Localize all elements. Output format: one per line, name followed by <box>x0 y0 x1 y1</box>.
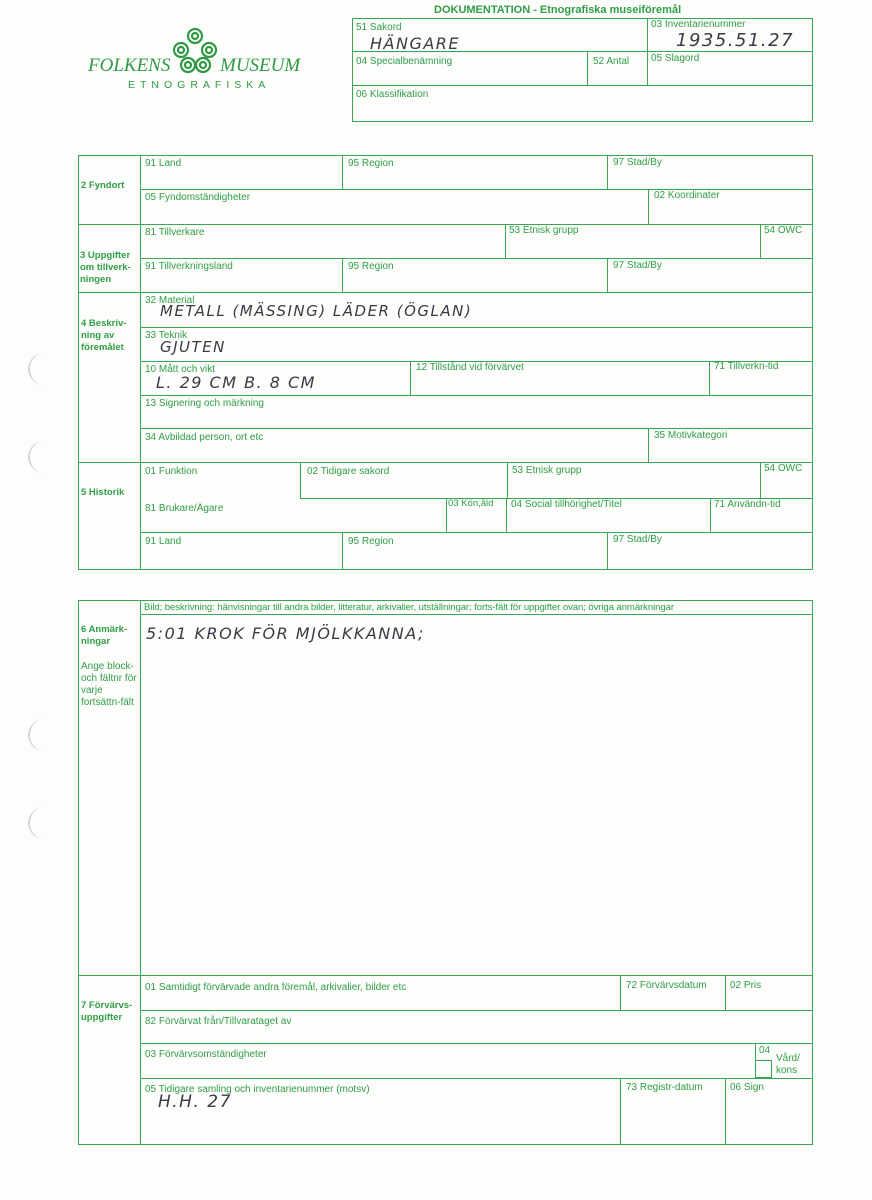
s7-f02: 02 Pris <box>730 980 762 991</box>
s7-f01: 01 Samtidigt förvärvade andra föremål, arkivalier, bilder etc <box>145 982 407 993</box>
field-52-label: 52 Antal <box>593 56 630 67</box>
s2-f05: 05 Fyndomständigheter <box>145 192 251 203</box>
s3-f97: 97 Stad/By <box>613 260 662 271</box>
form-title: DOKUMENTATION - Etnografiska museiföremål <box>434 4 682 16</box>
s4-f35: 35 Motivkategori <box>654 430 728 441</box>
s5-f81: 81 Brukare/Ägare <box>145 503 224 514</box>
s3-f91: 91 Tillverkningsland <box>145 261 233 272</box>
s6-note[interactable]: 5:01 KROK FÖR MJÖLKKANNA; <box>146 624 425 643</box>
s7-f04: 04 <box>759 1045 771 1056</box>
field-51-label: 51 Sakord <box>356 22 402 33</box>
s4-v32[interactable]: METALL (MÄSSING) LÄDER (ÖGLAN) <box>160 302 473 320</box>
field-05-label: 05 Slagord <box>651 53 700 64</box>
punch-hole <box>28 806 64 840</box>
section-4-label: 4 Beskriv-ning av föremålet <box>81 318 127 353</box>
s5-f01: 01 Funktion <box>145 466 198 477</box>
s5-f91: 91 Land <box>145 536 182 547</box>
s4-f13: 13 Signering och märkning <box>145 398 264 409</box>
logo-subtitle: ETNOGRAFISKA <box>128 79 271 91</box>
s2-f95: 95 Region <box>348 158 394 169</box>
s7-f06: 06 Sign <box>730 1082 764 1093</box>
punch-hole <box>28 440 64 474</box>
s7-f72: 72 Förvärvsdatum <box>626 980 707 991</box>
s7-f05: 05 Tidigare samling och inventarienummer (motsv) <box>145 1084 370 1095</box>
s7-f03: 03 Förvärvsomständigheter <box>145 1049 267 1060</box>
s4-f71: 71 Tillverkn-tid <box>714 361 779 372</box>
s6-header: Bild; beskrivning: hänvisningar till andra bilder, litteratur, arkivalier, utställningar; forts-fält för uppgifter ovan; övriga anmärkningar <box>144 602 674 613</box>
s5-f97: 97 Stad/By <box>613 534 662 545</box>
s5-f53: 53 Etnisk grupp <box>512 465 582 476</box>
field-03-label: 03 Inventarienummer <box>651 19 746 30</box>
s7-f04-checkbox[interactable] <box>755 1060 772 1078</box>
section-5-label: 5 Historik <box>81 487 125 498</box>
s5-f02: 02 Tidigare sakord <box>307 466 390 477</box>
s7-f73: 73 Registr-datum <box>626 1082 703 1093</box>
s5-f71: 71 Användn-tid <box>714 499 781 510</box>
s7-f82: 82 Förvärvat från/Tillvarataget av <box>145 1016 292 1027</box>
s4-f34: 34 Avbildad person, ort etc <box>145 432 264 443</box>
s5-f03: 03 Kön,åld <box>448 498 494 509</box>
s4-v10[interactable]: L. 29 CM B. 8 CM <box>156 373 316 392</box>
s2-f91: 91 Land <box>145 158 182 169</box>
field-03-value[interactable]: 1935.51.27 <box>676 30 795 51</box>
section-6-label: 6 Anmärk-ningar <box>81 624 128 647</box>
s5-f95: 95 Region <box>348 536 394 547</box>
logo-text-left: FOLKENS <box>88 55 171 76</box>
s2-f97: 97 Stad/By <box>613 157 662 168</box>
s7-v05[interactable]: H.H. 27 <box>158 1092 232 1112</box>
s4-f12: 12 Tillstånd vid förvärvet <box>416 362 524 373</box>
s5-f54: 54 OWC <box>764 463 803 474</box>
s3-f53: 53 Etnisk grupp <box>509 225 579 236</box>
section-3-label: 3 Uppgifter om tillverk-ningen <box>80 250 131 285</box>
s7-f04b: Vård/ kons <box>776 1053 800 1076</box>
s3-f54: 54 OWC <box>764 225 803 236</box>
s4-f32: 32 Material <box>145 295 195 306</box>
clover-logo-icon <box>170 26 220 84</box>
punch-hole <box>28 352 64 386</box>
s4-f10: 10 Mått och vikt <box>145 364 216 375</box>
s5-f04: 04 Social tillhörighet/Titel <box>511 499 622 510</box>
field-51-value[interactable]: HÄNGARE <box>370 34 461 53</box>
logo-text-right: MUSEUM <box>220 55 301 76</box>
lower-form-block <box>78 600 813 1145</box>
s2-f02: 02 Koordinater <box>654 190 720 201</box>
s3-f81: 81 Tillverkare <box>145 227 205 238</box>
punch-hole <box>28 718 64 752</box>
section-2-label: 2 Fyndort <box>81 180 125 191</box>
section-7-label: 7 Förvärvs-uppgifter <box>81 1000 133 1023</box>
s4-v33[interactable]: GJUTEN <box>160 338 226 356</box>
field-04-label: 04 Specialbenämning <box>356 56 453 67</box>
section-6-sub: Ange block-och fältnr för varje fortsättn-fält <box>81 661 137 708</box>
field-06-label: 06 Klassifikation <box>356 89 429 100</box>
s3-f95: 95 Region <box>348 261 394 272</box>
s4-f33: 33 Teknik <box>145 330 188 341</box>
